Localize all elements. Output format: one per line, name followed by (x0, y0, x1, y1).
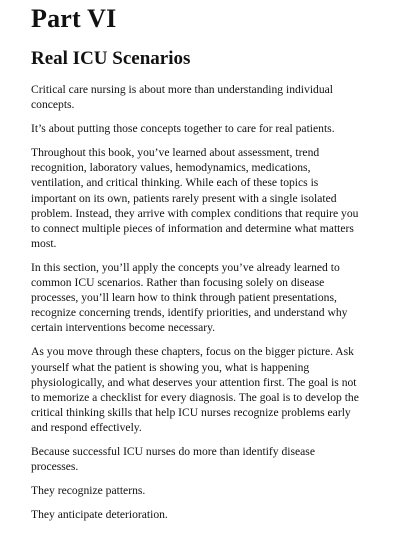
paragraph: As you move through these chapters, focus on the bigger picture. Ask yourself what the patient is showing you, what is happening physiologically, and what deserves your attention first. The goal is not to memorize a checklist for every diagnosis. The goal is to develop the critical thinking skills that help ICU nurses recognize problems early and respond effectively. (31, 345, 359, 434)
paragraph: They anticipate deterioration. (31, 508, 168, 522)
section-title: Real ICU Scenarios (31, 48, 191, 69)
paragraph: They recognize patterns. (31, 484, 146, 498)
paragraph: Critical care nursing is about more than understanding individual concepts. (31, 83, 334, 112)
paragraph: Because successful ICU nurses do more than identify disease processes. (31, 444, 315, 474)
paragraph: Throughout this book, you’ve learned about assessment, trend recognition, laboratory values, hemodynamics, medications, ventilation, and critical thinking. While each of these topics is important on its own, patients rarely present with a single isolated problem. Instead, they arrive with complex conditions that require you to connect multiple pieces of information and determine what matters most. (31, 146, 359, 250)
part-title: Part VI (31, 4, 117, 33)
body-text (31, 82, 364, 522)
paragraph: It’s about putting those concepts together to care for real patients. (31, 122, 335, 136)
paragraph: In this section, you’ll apply the concepts you’ve already learned to common ICU scenarios. Rather than focusing solely on disease processes, you’ll learn how to think through patient presentations, recognize concerning trends, identify priorities, and understand why certain interventions become necessary. (31, 260, 348, 335)
